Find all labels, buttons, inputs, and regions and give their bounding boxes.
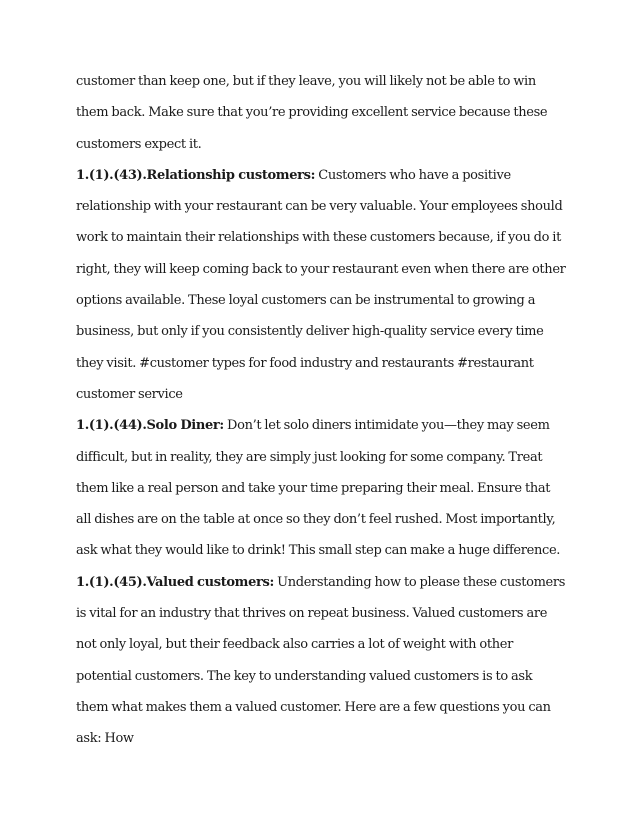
document-body — [76, 66, 566, 755]
section-body: Don’t let solo diners intimidate you—they may seem difficult, but in reality, they are simply just looking for some company. Treat them like a real person and take your time preparing their meal. Ensure that all dishes are on the table at once so they don’t feel rushed. Most importantly, ask what they would like to drink! This small step can make a huge difference. — [76, 418, 561, 559]
section-valued-customers — [76, 567, 566, 755]
section-heading: 1.(1).(44).Solo Diner: — [76, 418, 224, 434]
section-solo-diner — [76, 410, 566, 566]
section-body: Understanding how to please these customers is vital for an industry that thrives on repeat business. Valued customers are not only loyal, but their feedback also carries a lot of weight with other potential customers. The key to understanding valued customers is to ask them what makes them a valued customer. Here are a few questions you can ask: How — [76, 574, 566, 747]
section-heading: 1.(1).(43).Relationship customers: — [76, 167, 316, 183]
section-relationship-customers — [76, 160, 566, 410]
section-heading: 1.(1).(45).Valued customers: — [76, 574, 274, 590]
section-body: Customers who have a positive relationship with your restaurant can be very valuable. Your employees should work to maintain their relationships with these customers because, if you do it right, they will keep coming back to your restaurant even when there are other options available. These loyal customers can be instrumental to growing a business, but only if you consistently deliver high-quality service every time they visit. #customer types for food industry and restaurants #restaurant customer service — [76, 167, 566, 402]
intro-paragraph: customer than keep one, but if they leave, you will likely not be able to win them back. Make sure that you’re providing excellent service because these customers expect it. — [76, 74, 548, 152]
